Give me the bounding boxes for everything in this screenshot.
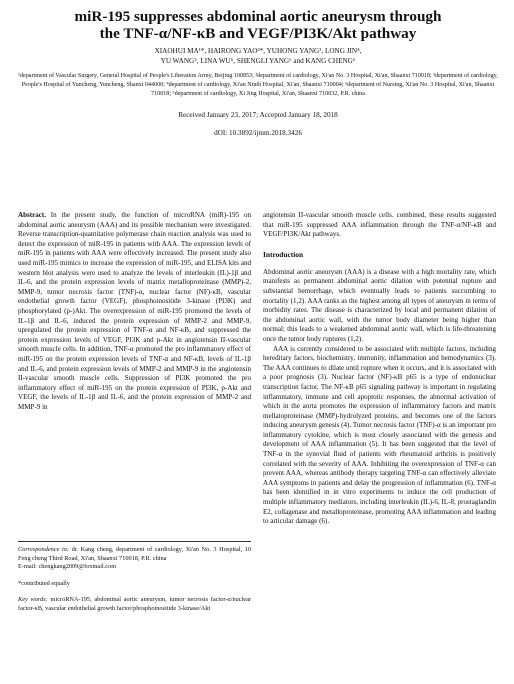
paper-title <box>18 8 498 42</box>
correspondence-text: dr. Kang cheng, department of cardiology, Xi'an No. 3 Hospital, 10 Feng cheng Third Road, Xi'an, Shaanxi 710018, P.R. china <box>18 546 251 562</box>
author-list <box>18 46 498 66</box>
received-accepted-dates: Received January 23, 2017; Accepted January 18, 2018 <box>178 110 338 119</box>
body-columns <box>18 211 498 681</box>
introduction-paragraph-2: AAA is currently considered to be associated with multiple factors, including hereditary factors, biochemistry, immunity, inflammation and hemodynamics (3). The AAA continues to dilate until rupture when it occurs, and it is associated with a poor prognosis (3). Nuclear factor (NF)-κB p65 is a type of endonuclear transcription factor. The NF-κB p65 signaling pathway is important in regulating inflammatory, immune and cell apoptotic responses, the abnormal activation of which in the aorta promotes the expression of inflammatory factors and matrix mellatoproteinase (MMP)-hydrolyzed proteins, and becomes one of the factors inducing aneurysm genesis (4). Tumor necrosis factor (TNF)-α is an important pro inflammatory cytokine, which is most closely associated with the genesis and development of AAA inflammation (5). It has been suggested that the level of TNF-α in the synovial fluid of patients with rheumatoid arthritis is positively correlated with the severity of AAA. Inhibiting the overexpression of TNF-α can prevent AAA, whereas antibody therapy targeting TNF-α can effectively alleviate AAA symptoms in patients and delay the progression of inflammation (6). TNF-α has been identified in in vitro experiments to induce the cell production of multiple inflammatory mediators, including interleukin (IL)-6, IL-8, prostaglandin E2, collagenase and metalloproteinase, promoting AAA inflammation and leading to articular damage (6). <box>263 344 496 526</box>
introduction-paragraph-1: Abdominal aortic aneurysm (AAA) is a disease with a high mortality rate, which manifests as permanent abdominal aortic dilation with potential rupture and substantial hemorrhage, which eventually leads to patients succumbing to mortality (1,2). AAA ranks as the highest among all types of aneurysm in terms of morbidity rates. The disease is characterized by local and permanent dilation of the abdominal aortic wall, with the tumor body diameter being higher than normal; this leads to a weakened abdominal aortic wall, which is life-threatening once the tumor body ruptures (1,2). <box>263 267 496 343</box>
footnote-rule <box>18 541 251 542</box>
title-line-2: the TNF-α/NF-κB and VEGF/PI3K/Akt pathway <box>99 25 417 42</box>
title-line-1: miR-195 suppresses abdominal aortic aneurysm through <box>74 8 442 25</box>
equal-contribution-note: *contributed equally <box>18 579 70 587</box>
abstract-label: Abstract. <box>18 211 46 219</box>
keywords <box>18 596 251 613</box>
affiliations: ¹department of Vascular Surgery, General Hospital of People's Liberation Army, Beijing 100853; ²department of cardiology, Xi'an No. 3 Hospital, Xi'an, Shaanxi 710018; ³department of cardiology, People's Hospital of Yuncheng, Yuncheng, Shanxi 044000; ⁴department of cardiology, Xi'an Ninth Hospital, Xi'an, Shaanxi 710004; ⁵department of Nursing, Xi'an No. 3 Hospital, Xi'an, Shaanxi 710018; ⁶department of cardiology, Xi Jing Hospital, Xi'an, Shaanxi 710032, P.R. china <box>18 73 498 98</box>
keywords-label: Key words: <box>18 596 48 604</box>
authors-line-1: XIAOHUI MA¹*, HAIRONG YAO²*, YUHONG YANG³, LONG JIN⁴, <box>154 47 362 55</box>
keywords-text: microRNA-195, abdominal aortic aneurysm, tumor necrosis factor-α/nuclear factor-κB, vascular endothelial growth factor/phosphoinositide 3-kinase/Akt <box>18 596 251 612</box>
abstract <box>18 211 251 412</box>
left-column <box>18 211 251 612</box>
right-column <box>263 211 496 527</box>
correspondence-label: Correspondence to: <box>18 546 69 553</box>
introduction-heading: Introduction <box>263 249 304 259</box>
footnotes <box>18 541 251 614</box>
correspondence-email: E-mail: chengkang2009@foxmail.com <box>18 563 117 571</box>
correspondence <box>18 546 251 563</box>
abstract-continued: angiotensin II-vascular smooth muscle cells. combined, these results suggested that miR-195 suppressed AAA inflammation through the TNF-α/NF-κB and VEGF/PI3K/Akt pathways. <box>263 211 496 239</box>
doi: dOI: 10.3892/ijmm.2018.3426 <box>214 128 302 137</box>
abstract-text: In the present study, the function of microRNA (miR)-195 on abdominal aortic aneurysm (AAA) and its possible mechanism were investigated. Reverse transcription-quantitative polymerase chain reaction analysis was used to detect the expression of miR-195 in patients with AAA. The expression levels of miR-195 in patients with AAA were effectively increased. The present study also used miR-195 mimics to increase the expression of miR-195, and ELISA kits and western blot analysis were used to analyze the levels of interleukin (IL)-1β and IL-6, and the protein expression levels of matrix metalloproteinase (MMP)-2, MMP-9, tumor necrosis factor (TNF)-α, nuclear factor (NF)-κB, vascular endothelial growth factor (VEGF), phosphoinositide 3-kinase (PI3K) and phosphorylated (p-)Akt. The overexpression of miR-195 promoted the levels of IL-1β and IL-6, induced the protein expression of MMP-2 and MMP-9, upregulated the protein expression of TNF-α and NF-κB, and suppressed the protein expression levels of VEGF, PI3K and p-Akt in angiotensin II-vascular smooth muscle cells. In addition, TNF-α promoted the pro inflammatory effect of miR-195 on the protein expression levels of TNF-α and NF-κB, levels of IL-1β and IL-6, and protein expression levels of MMP-2 and MMP-9 in the angiotensin II-vascular smooth muscle cells. Suppression of PI3K promoted the pro inflammatory effect of miR-195 on the protein expression of PI3K, p-Akt and VEGF, the levels of IL-1β and IL-6, and the protein expression of MMP-2 and MMP-9 in <box>18 211 251 411</box>
authors-line-2: YU WANG⁵, LINA WU⁶, SHENGLI YANG⁶ and KANG CHENG⁶ <box>160 57 356 65</box>
